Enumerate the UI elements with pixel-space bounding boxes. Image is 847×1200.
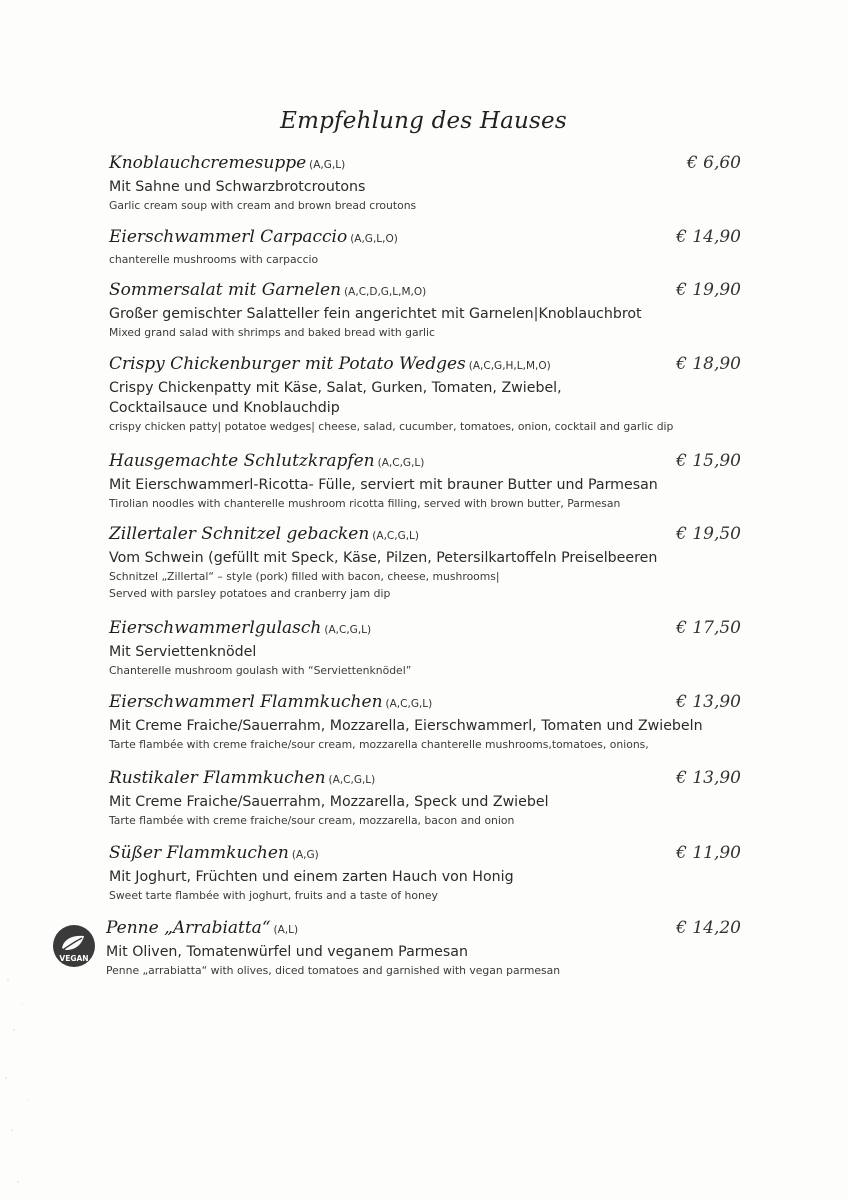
- item-description-en: Mixed grand salad with shrimps and baked bread with garlic: [109, 326, 435, 339]
- item-price: € 13,90: [676, 768, 741, 788]
- item-header: [109, 451, 749, 475]
- item-allergens: (A,L): [273, 924, 299, 936]
- menu-title: Empfehlung des Hauses: [280, 108, 567, 134]
- item-header: [109, 280, 749, 304]
- item-description-de: Mit Sahne und Schwarzbrotcroutons: [109, 179, 366, 195]
- item-price: € 15,90: [676, 451, 741, 471]
- item-description-de: Vom Schwein (gefüllt mit Speck, Käse, Pilzen, Petersilkartoffeln Preiselbeeren: [109, 550, 658, 566]
- item-name: Eierschwammerl Flammkuchen: [109, 692, 383, 712]
- item-name: Eierschwammerl Carpaccio: [109, 227, 348, 247]
- item-description-de: Mit Serviettenknödel: [109, 644, 257, 660]
- item-description-en: crispy chicken patty| potatoe wedges| cheese, salad, cucumber, tomatoes, onion, cocktail and garlic dip: [109, 420, 674, 433]
- menu-item: [109, 153, 749, 214]
- item-description-en: Garlic cream soup with cream and brown bread croutons: [109, 199, 417, 212]
- menu-item: [109, 524, 749, 602]
- menu-item: [109, 354, 749, 435]
- menu-item: [109, 768, 749, 829]
- menu-item: [109, 280, 749, 341]
- item-description-en: Penne „arrabiatta“ with olives, diced tomatoes and garnished with vegan parmesan: [106, 964, 561, 977]
- item-price: € 14,90: [676, 227, 741, 247]
- item-price: € 19,90: [676, 280, 741, 300]
- menu-item: [109, 227, 749, 268]
- item-description-en: Served with parsley potatoes and cranberry jam dip: [109, 587, 391, 600]
- menu-item: [106, 918, 746, 979]
- item-allergens: (A,C,G,L): [372, 530, 420, 542]
- item-allergens: (A,C,G,L): [385, 698, 433, 710]
- menu-item: [109, 843, 749, 904]
- item-name: Eierschwammerlgulasch: [109, 618, 322, 638]
- item-description-de: Cocktailsauce und Knoblauchdip: [109, 400, 340, 416]
- item-description-en: chanterelle mushrooms with carpaccio: [109, 253, 319, 266]
- item-price: € 19,50: [676, 524, 741, 544]
- item-name: Knoblauchcremesuppe: [109, 153, 307, 173]
- item-header: [109, 227, 749, 251]
- item-header: [109, 524, 749, 548]
- item-price: € 11,90: [676, 843, 741, 863]
- item-description-en: Tirolian noodles with chanterelle mushroom ricotta filling, served with brown butter, Parmesan: [109, 497, 621, 510]
- item-allergens: (A,G): [291, 849, 319, 861]
- scan-noise: [0, 960, 120, 1200]
- menu-item: [109, 692, 749, 753]
- item-name: Penne „Arrabiatta“: [106, 918, 271, 938]
- item-allergens: (A,G,L): [309, 159, 346, 171]
- item-price: € 18,90: [676, 354, 741, 374]
- item-description-en: Schnitzel „Zillertal“ – style (pork) filled with bacon, cheese, mushrooms|: [109, 570, 500, 583]
- item-header: [109, 153, 749, 177]
- item-name: Crispy Chickenburger mit Potato Wedges: [109, 354, 466, 374]
- item-description-de: Crispy Chickenpatty mit Käse, Salat, Gurken, Tomaten, Zwiebel,: [109, 380, 562, 396]
- item-allergens: (A,C,G,H,L,M,O): [468, 360, 551, 372]
- item-price: € 6,60: [686, 153, 741, 173]
- item-description-en: Sweet tarte flambée with joghurt, fruits and a taste of honey: [109, 889, 438, 902]
- item-price: € 13,90: [676, 692, 741, 712]
- item-allergens: (A,G,L,O): [350, 233, 398, 245]
- item-price: € 14,20: [676, 918, 741, 938]
- item-description-de: Mit Joghurt, Früchten und einem zarten Hauch von Honig: [109, 869, 514, 885]
- item-allergens: (A,C,G,L): [377, 457, 425, 469]
- item-name: Rustikaler Flammkuchen: [109, 768, 326, 788]
- item-description-en: Tarte flambée with creme fraiche/sour cream, mozzarella, bacon and onion: [109, 814, 515, 827]
- item-description-de: Mit Oliven, Tomatenwürfel und veganem Parmesan: [106, 944, 468, 960]
- item-header: [109, 843, 749, 867]
- item-description-de: Großer gemischter Salatteller fein angerichtet mit Garnelen|Knoblauchbrot: [109, 306, 642, 322]
- item-description-de: Mit Eierschwammerl-Ricotta- Fülle, serviert mit brauner Butter und Parmesan: [109, 477, 658, 493]
- item-description-de: Mit Creme Fraiche/Sauerrahm, Mozzarella, Eierschwammerl, Tomaten und Zwiebeln: [109, 718, 703, 734]
- item-price: € 17,50: [676, 618, 741, 638]
- item-name: Hausgemachte Schlutzkrapfen: [109, 451, 375, 471]
- item-allergens: (A,C,G,L): [324, 624, 372, 636]
- item-header: [109, 768, 749, 792]
- item-name: Sommersalat mit Garnelen: [109, 280, 342, 300]
- item-allergens: (A,C,D,G,L,M,O): [344, 286, 427, 298]
- item-header: [109, 354, 749, 378]
- item-description-en: Tarte flambée with creme fraiche/sour cream, mozzarella chanterelle mushrooms,tomatoes, onions,: [109, 738, 649, 751]
- item-description-en: Chanterelle mushroom goulash with “Serviettenknödel”: [109, 664, 412, 677]
- vegan-badge-label: VEGAN: [59, 954, 89, 963]
- item-header: [109, 692, 749, 716]
- menu-item: [109, 451, 749, 512]
- item-name: Zillertaler Schnitzel gebacken: [109, 524, 370, 544]
- item-header: [106, 918, 746, 942]
- item-description-de: Mit Creme Fraiche/Sauerrahm, Mozzarella, Speck und Zwiebel: [109, 794, 549, 810]
- menu-item: [109, 618, 749, 679]
- item-name: Süßer Flammkuchen: [109, 843, 289, 863]
- item-allergens: (A,C,G,L): [328, 774, 376, 786]
- item-header: [109, 618, 749, 642]
